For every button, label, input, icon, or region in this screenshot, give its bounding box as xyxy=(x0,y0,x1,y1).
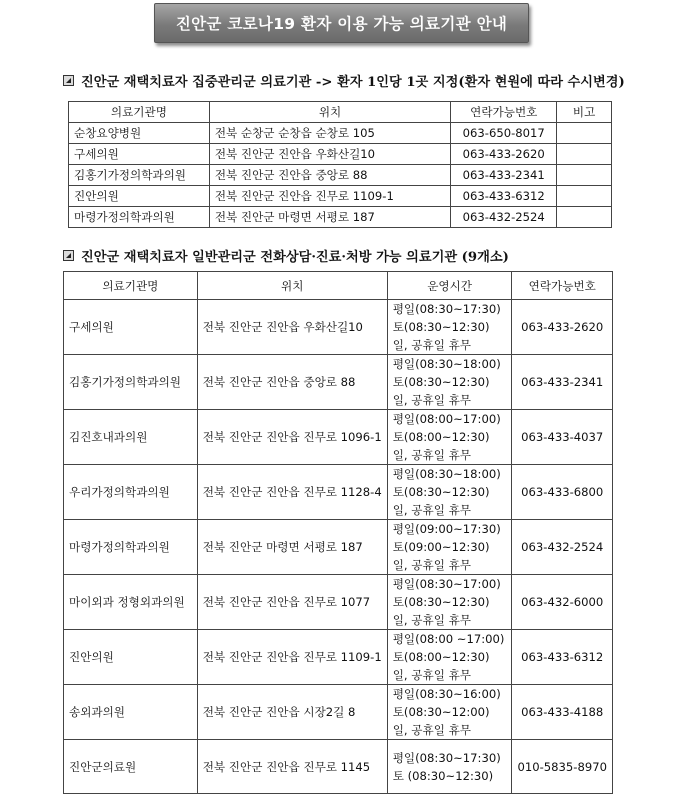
clinic-hours xyxy=(387,740,512,794)
hours-weekday: 평일(08:30~17:00) xyxy=(392,577,501,591)
clinic-name: 진안의원 xyxy=(64,630,198,685)
clinic-hours xyxy=(387,300,512,355)
hours-closed: 일, 공휴일 휴무 xyxy=(392,668,471,682)
header-cell: 연락가능번호 xyxy=(512,272,613,300)
clinic-phone: 063-433-6312 xyxy=(451,186,557,207)
hours-saturday: 토(08:00~12:30) xyxy=(392,650,490,664)
table-row xyxy=(69,123,612,144)
hours-closed: 일, 공휴일 휴무 xyxy=(392,723,471,737)
hours-weekday: 평일(08:30~17:30) xyxy=(392,302,501,316)
clinic-phone: 063-433-6800 xyxy=(512,465,613,520)
header-cell: 비고 xyxy=(557,102,612,123)
clinic-note xyxy=(557,186,612,207)
square-bullet-icon xyxy=(63,250,74,261)
hours-saturday: 토(08:30~12:30) xyxy=(392,320,490,334)
clinic-hours xyxy=(387,465,512,520)
table-row xyxy=(69,144,612,165)
hours-saturday: 토(08:30~12:30) xyxy=(392,485,490,499)
table-header-row xyxy=(64,272,613,300)
clinic-hours xyxy=(387,410,512,465)
hours-closed: 일, 공휴일 휴무 xyxy=(392,393,471,407)
page-title: 진안군 코로나19 환자 이용 가능 의료기관 안내 xyxy=(175,15,508,33)
section2-title: 진안군 재택치료자 일반관리군 전화상담·진료·처방 가능 의료기관 (9개소) xyxy=(81,250,509,265)
clinic-name: 김진호내과의원 xyxy=(64,410,198,465)
clinic-phone: 010-5835-8970 xyxy=(512,740,613,794)
clinic-location: 전북 진안군 마령면 서평로 187 xyxy=(197,520,387,575)
hours-saturday: 토(08:30~12:30) xyxy=(392,595,490,609)
clinic-hours xyxy=(387,520,512,575)
table-row xyxy=(64,685,613,740)
clinic-name: 마령가정의학과의원 xyxy=(69,207,210,228)
hours-saturday: 토(08:00~12:30) xyxy=(392,430,490,444)
hours-closed: 일, 공휴일 휴무 xyxy=(392,338,471,352)
clinic-phone: 063-433-4037 xyxy=(512,410,613,465)
clinic-location: 전북 진안군 진안읍 진무로 1109-1 xyxy=(209,186,451,207)
hours-weekday: 평일(08:30~16:00) xyxy=(392,687,501,701)
clinic-note xyxy=(557,165,612,186)
table-header-row xyxy=(69,102,612,123)
table-row xyxy=(64,740,613,794)
clinic-phone: 063-432-6000 xyxy=(512,575,613,630)
hours-closed: 일, 공휴일 휴무 xyxy=(392,503,471,517)
hours-weekday: 평일(08:00 ~17:00) xyxy=(392,632,505,646)
clinic-phone: 063-432-2524 xyxy=(512,520,613,575)
clinic-name: 마령가정의학과의원 xyxy=(64,520,198,575)
general-care-clinics-table xyxy=(63,271,613,794)
header-cell: 운영시간 xyxy=(387,272,512,300)
clinic-name: 순창요양병원 xyxy=(69,123,210,144)
table-row xyxy=(64,355,613,410)
clinic-location: 전북 진안군 진안읍 진무로 1077 xyxy=(197,575,387,630)
clinic-name: 우리가정의학과의원 xyxy=(64,465,198,520)
table-row xyxy=(64,630,613,685)
hours-weekday: 평일(08:00~17:00) xyxy=(392,412,501,426)
table-row xyxy=(64,575,613,630)
clinic-name: 마이외과 정형외과의원 xyxy=(64,575,198,630)
header-cell: 위치 xyxy=(209,102,451,123)
hours-closed: 일, 공휴일 휴무 xyxy=(392,613,471,627)
hours-weekday: 평일(08:30~18:00) xyxy=(392,467,501,481)
clinic-phone: 063-650-8017 xyxy=(451,123,557,144)
clinic-name: 진안군의료원 xyxy=(64,740,198,794)
clinic-name: 송외과의원 xyxy=(64,685,198,740)
hours-saturday: 토 (08:30~12:30) xyxy=(392,768,494,783)
clinic-location: 전북 진안군 진안읍 진무로 1109-1 xyxy=(197,630,387,685)
clinic-location: 전북 진안군 진안읍 우화산길10 xyxy=(209,144,451,165)
clinic-location: 전북 진안군 진안읍 시장2길 8 xyxy=(197,685,387,740)
clinic-note xyxy=(557,123,612,144)
table-row xyxy=(64,300,613,355)
clinic-phone: 063-433-2620 xyxy=(512,300,613,355)
clinic-name: 김홍기가정의학과의원 xyxy=(69,165,210,186)
hours-saturday: 토(08:30~12:30) xyxy=(392,375,490,389)
page-title-banner xyxy=(154,3,529,43)
clinic-name: 구세의원 xyxy=(64,300,198,355)
header-cell: 위치 xyxy=(197,272,387,300)
clinic-note xyxy=(557,144,612,165)
clinic-location: 전북 진안군 진안읍 진무로 1096-1 xyxy=(197,410,387,465)
clinic-hours xyxy=(387,685,512,740)
clinic-hours xyxy=(387,575,512,630)
header-cell: 의료기관명 xyxy=(69,102,210,123)
clinic-phone: 063-432-2524 xyxy=(451,207,557,228)
hours-closed: 일, 공휴일 휴무 xyxy=(392,448,471,462)
hours-closed: 일, 공휴일 휴무 xyxy=(392,558,471,572)
clinic-location: 전북 순창군 순창읍 순창로 105 xyxy=(209,123,451,144)
clinic-phone: 063-433-6312 xyxy=(512,630,613,685)
section1-title: 진안군 재택치료자 집중관리군 의료기관 -> 환자 1인당 1곳 지정(환자 현원에 따라 수시변경) xyxy=(81,75,625,90)
table-row xyxy=(69,207,612,228)
clinic-location: 전북 진안군 진안읍 우화산길10 xyxy=(197,300,387,355)
clinic-phone: 063-433-2620 xyxy=(451,144,557,165)
intensive-care-clinics-table xyxy=(68,101,612,228)
clinic-location: 전북 진안군 진안읍 중앙로 88 xyxy=(197,355,387,410)
hours-saturday: 토(08:30~12:00) xyxy=(392,705,490,719)
header-cell: 연락가능번호 xyxy=(451,102,557,123)
clinic-location: 전북 진안군 마령면 서평로 187 xyxy=(209,207,451,228)
clinic-name: 구세의원 xyxy=(69,144,210,165)
section2-heading xyxy=(63,246,509,265)
section1-heading xyxy=(63,71,625,90)
hours-weekday: 평일(08:30~17:30) xyxy=(392,750,501,765)
clinic-location: 전북 진안군 진안읍 진무로 1128-4 xyxy=(197,465,387,520)
table-row xyxy=(64,410,613,465)
clinic-name: 진안의원 xyxy=(69,186,210,207)
clinic-hours xyxy=(387,355,512,410)
table-row xyxy=(64,465,613,520)
clinic-name: 김홍기가정의학과의원 xyxy=(64,355,198,410)
clinic-location: 전북 진안군 진안읍 중앙로 88 xyxy=(209,165,451,186)
table-row xyxy=(64,520,613,575)
square-bullet-icon xyxy=(63,75,74,86)
table-row xyxy=(69,186,612,207)
clinic-phone: 063-433-4188 xyxy=(512,685,613,740)
hours-saturday: 토(09:00~12:30) xyxy=(392,540,490,554)
table-row xyxy=(69,165,612,186)
clinic-phone: 063-433-2341 xyxy=(451,165,557,186)
clinic-phone: 063-433-2341 xyxy=(512,355,613,410)
hours-weekday: 평일(08:30~18:00) xyxy=(392,357,501,371)
header-cell: 의료기관명 xyxy=(64,272,198,300)
clinic-hours xyxy=(387,630,512,685)
hours-weekday: 평일(09:00~17:30) xyxy=(392,522,501,536)
clinic-note xyxy=(557,207,612,228)
clinic-location: 전북 진안군 진안읍 진무로 1145 xyxy=(197,740,387,794)
